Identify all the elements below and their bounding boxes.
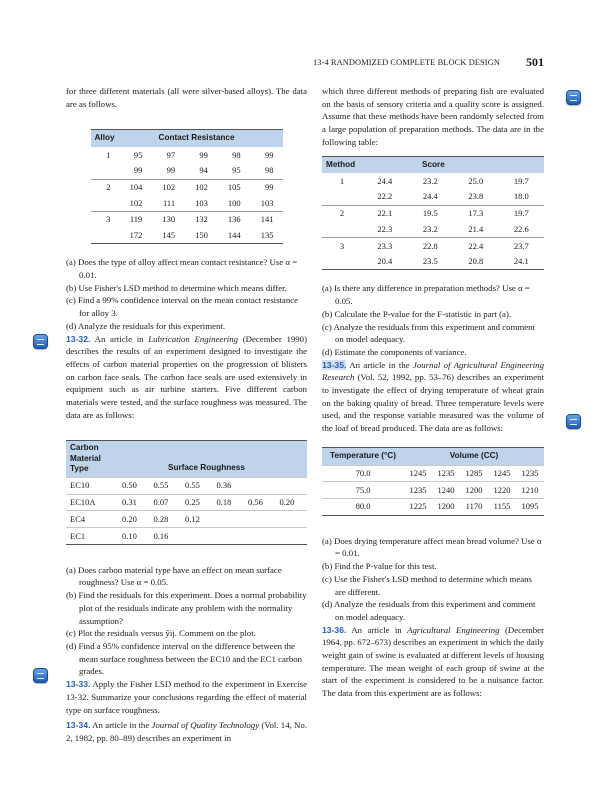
running-header (306, 56, 544, 72)
table-cell (244, 477, 276, 494)
table-cell: 130 (151, 211, 184, 227)
table-cell: 22.4 (453, 238, 499, 254)
table-cell: 1170 (460, 498, 488, 515)
table-cell: 1235 (404, 482, 432, 499)
method-table (322, 156, 544, 271)
table-row (322, 482, 544, 499)
exercise-intro: for three different materials (all were silver-based alloys). The data are as follows. (66, 86, 307, 109)
group-label (322, 189, 362, 205)
table-cell: 145 (162, 230, 176, 241)
table-cell: 23.5 (422, 256, 438, 267)
table-cell: 144 (227, 230, 241, 241)
table-cell: 1200 (432, 498, 460, 515)
exercise-number: 13-35. (322, 359, 347, 370)
question-c: (c) Find a 99% confidence interval on the mean contact resistance for alloy 3. (66, 295, 299, 319)
table-row (322, 498, 544, 515)
journal-name: Lubrication Engineering (148, 333, 238, 344)
table-cell: 102 (151, 179, 184, 195)
table-cell: 98 (265, 165, 274, 176)
exercise-13-35: 13-35. An article in the Journal of Agricultural Engineering Research (Vol. 52, 1992, pp. 53–76) describes an experiment to investigate the effect of drying temperature of wheat grain on the baking quality of bread. Three temperature levels were used, and the response variable measured was the volume of the loaf of bread produced. The data are as follows: (322, 359, 544, 434)
table-cell: 22.6 (513, 223, 529, 234)
table-cell: 0.50 (118, 477, 150, 494)
table-cell: 22.8 (408, 238, 454, 254)
table-cell (181, 528, 213, 545)
temperature-value: 80.0 (322, 498, 404, 515)
group-label: 2 (322, 205, 362, 221)
table-row (66, 528, 307, 545)
table-cell: 20.8 (468, 256, 484, 267)
table-cell: 103 (195, 197, 208, 208)
alloy-header: Alloy (91, 130, 119, 147)
table-cell: 135 (260, 230, 274, 241)
table-cell: 0.07 (150, 494, 182, 511)
table-cell: 103 (260, 197, 274, 208)
group-label: 2 (91, 179, 119, 195)
exercise-number: 13-34. (66, 720, 91, 731)
table-row (66, 477, 307, 494)
table-row (66, 494, 307, 511)
table-cell: 0.20 (118, 511, 150, 528)
table-row (91, 211, 283, 227)
table-cell: 1245 (488, 465, 516, 482)
exercise-continuation: which three different methods of preparing fish are evaluated on the basis of sensory criteria and a quality score is assigned. Assume that these methods have been randomly selected from a large population of preparation methods. The data are in the following table: (322, 86, 544, 147)
table-cell: 1225 (404, 498, 432, 515)
table-cell: 119 (119, 211, 152, 227)
table-cell: 1245 (404, 465, 432, 482)
question-b: (b) Calculate the P-value for the F-statistic in part (a). (322, 308, 512, 319)
carbon-type: EC1 (66, 528, 118, 545)
table-cell: 0.28 (150, 511, 182, 528)
table-cell: 23.2 (422, 223, 438, 234)
table-cell: 24.4 (422, 191, 438, 202)
table-cell: 1235 (516, 465, 544, 482)
table-row (322, 238, 544, 254)
web-resource-icon[interactable] (566, 90, 581, 105)
table-cell: 22.3 (377, 223, 393, 234)
table-cell: 25.0 (468, 175, 484, 186)
table-cell: 24.4 (377, 175, 393, 186)
exercise-number: 13-32. (66, 333, 91, 344)
table-cell: 94 (199, 165, 208, 176)
table-row (91, 195, 283, 211)
table-cell: 1240 (432, 482, 460, 499)
table-cell (213, 528, 245, 545)
table-cell: 141 (250, 211, 283, 227)
table-cell: 111 (162, 197, 176, 208)
table-cell: 23.3 (362, 238, 408, 254)
method-header: Method (322, 156, 362, 173)
table-row (91, 147, 283, 163)
table-cell: 0.31 (118, 494, 150, 511)
table-cell: 23.8 (468, 191, 484, 202)
alloy-table (91, 129, 283, 244)
table-cell (244, 511, 276, 528)
table-cell: 99 (166, 165, 176, 176)
table-row (322, 221, 544, 237)
table-cell: 22.1 (362, 205, 408, 221)
journal-name: Journal of Quality Technology (151, 720, 260, 731)
temperature-value: 70.0 (322, 465, 404, 482)
table-row (322, 254, 544, 270)
table-cell: 105 (217, 179, 250, 195)
table-cell: 0.20 (276, 494, 308, 511)
group-label: 1 (106, 149, 111, 160)
carbon-type-header: Carbon Material Type (66, 441, 118, 478)
group-label: 1 (339, 175, 345, 186)
table-cell: 0.12 (181, 511, 213, 528)
table-cell: 99 (265, 149, 274, 160)
question-c: (c) Analyze the residuals from this experiment and comment on model adequacy. (322, 321, 536, 345)
table-cell: 1155 (488, 498, 516, 515)
table-row (91, 163, 283, 179)
table-cell: 150 (195, 230, 208, 241)
table-cell: 102 (129, 197, 143, 208)
journal-name: Journal of Agricultural Engineering Research (322, 359, 544, 383)
table-cell: 1285 (460, 465, 488, 482)
table-cell (276, 511, 308, 528)
table-cell: 1210 (516, 482, 544, 499)
table-cell: 23.7 (499, 238, 545, 254)
table-row (91, 228, 283, 244)
table-cell: 0.55 (150, 477, 182, 494)
table-cell: 19.5 (408, 205, 454, 221)
exercise-13-32: 13-32. An article in Lubrication Engineering (December 1990) describes the results of an experiment designed to investigate the effects of carbon material properties on the progression of blisters on carbon face seals. The carbon face seals are used extensively in equipment such as air turbine starters. Five different carbon materials were tested, and the surface roughness was measured. The data are as follows: (66, 333, 307, 420)
group-label (91, 228, 119, 244)
table-cell: 102 (184, 179, 217, 195)
question-d: (d) Estimate the components of variance. (322, 346, 467, 357)
question-a: (a) Is there any difference in preparation methods? Use α = 0.05. (322, 283, 530, 307)
surface-roughness-header: Surface Roughness (118, 441, 307, 478)
exercise-13-36: 13-36. An article in Agricultural Engineering (December 1964, pp. 672–673) describes an experiment in which the daily weight gain of swine is evaluated at different levels of housing temperature. The mean weight of each group of swine at the start of the experiment is considered to be a nuisance factor. The data from this experiment are as follows: (322, 624, 545, 699)
table-cell: 24.1 (513, 256, 529, 267)
table-cell: 0.55 (181, 477, 213, 494)
table-cell (244, 528, 276, 545)
table-cell (276, 528, 308, 545)
carbon-type: EC10A (66, 494, 118, 511)
question-d: (d) Analyze the residuals for this experiment. (66, 320, 226, 331)
score-header: Score (362, 156, 544, 173)
table-cell (276, 477, 308, 494)
table-cell: 0.36 (213, 477, 245, 494)
contact-resistance-header: Contact Resistance (119, 130, 283, 147)
left-column (66, 85, 307, 745)
table-cell: 0.16 (150, 528, 182, 545)
table-cell: 95 (232, 165, 241, 176)
table-row (322, 205, 544, 221)
table-cell: 99 (133, 165, 143, 176)
question-c: (c) Use the Fisher's LSD method to determine which means are different. (322, 573, 532, 597)
table-cell: 1095 (516, 498, 544, 515)
journal-name: Agricultural Engineering (407, 624, 500, 635)
question-b: (b) Use Fisher's LSD method to determine which means differ. (66, 282, 287, 293)
table-cell: 1235 (432, 465, 460, 482)
group-label: 3 (91, 211, 119, 227)
table-cell: 172 (129, 230, 143, 241)
table-cell: 104 (119, 179, 152, 195)
table-cell (213, 511, 245, 528)
table-cell: 19.7 (499, 205, 545, 221)
question-d: (d) Find a 95% confidence interval on the difference between the mean surface roughness between the EC10 and the EC1 carbon grades. (66, 641, 303, 677)
table-cell: 132 (184, 211, 217, 227)
exercise-number: 13-36. (322, 624, 347, 635)
question-a: (a) Does the type of alloy affect mean contact resistance? Use α = 0.01. (66, 257, 298, 281)
table-cell: 136 (217, 211, 250, 227)
table-cell: 100 (227, 197, 241, 208)
right-column (322, 85, 544, 700)
group-label: 3 (322, 238, 362, 254)
web-resource-icon[interactable] (33, 668, 48, 683)
table-row (91, 179, 283, 195)
question-a: (a) Does drying temperature affect mean bread volume? Use α = 0.01. (322, 535, 542, 559)
table-cell: 98 (232, 149, 241, 160)
running-title: 13-4 RANDOMIZED COMPLETE BLOCK DESIGN (312, 58, 500, 67)
table-cell: 0.18 (213, 494, 245, 511)
exercise-number: 13-33. (66, 679, 91, 690)
table-row (322, 465, 544, 482)
table-cell: 0.10 (118, 528, 150, 545)
question-b: (b) Find the residuals for this experiment. Does a normal probability plot of the residuals indicate any problem with the normality assumption? (66, 590, 307, 626)
temperature-header: Temperature (°C) (322, 447, 404, 465)
table-cell: 99 (199, 149, 208, 160)
carbon-type: EC10 (66, 477, 118, 494)
table-cell: 1220 (488, 482, 516, 499)
group-label (322, 221, 362, 237)
table-cell: 22.2 (377, 191, 393, 202)
volume-header: Volume (CC) (404, 447, 544, 465)
carbon-table (66, 440, 307, 544)
web-resource-icon[interactable] (33, 334, 48, 349)
group-label (91, 163, 119, 179)
table-cell: 23.2 (422, 175, 438, 186)
exercise-13-34: 13-34. An article in the Journal of Quality Technology (Vol. 14, No. 2, 1982, pp. 80–89) describes an experiment in (66, 720, 307, 743)
page-number: 501 (526, 55, 544, 69)
table-cell: 21.4 (468, 223, 484, 234)
group-label (322, 254, 362, 270)
question-a: (a) Does carbon material type have an effect on mean surface roughness? Use α = 0.05. (66, 564, 282, 588)
web-resource-icon[interactable] (566, 414, 581, 429)
table-cell: 97 (166, 149, 176, 160)
temperature-table (322, 447, 544, 516)
table-cell: 0.25 (181, 494, 213, 511)
question-c: (c) Plot the residuals versus ŷij. Comment on the plot. (66, 628, 256, 639)
table-cell: 0.56 (244, 494, 276, 511)
carbon-type: EC4 (66, 511, 118, 528)
table-row (322, 173, 544, 189)
table-cell: 95 (133, 149, 143, 160)
group-label (91, 195, 119, 211)
exercise-13-33: 13-33. Apply the Fisher LSD method to the experiment in Exercise 13-32. Summarize your conclusions regarding the effect of material type on surface roughness. (66, 679, 308, 715)
table-cell: 20.4 (377, 256, 393, 267)
table-cell: 1200 (460, 482, 488, 499)
question-b: (b) Find the P-value for this test. (322, 561, 437, 572)
table-cell: 17.3 (453, 205, 499, 221)
table-row (322, 189, 544, 205)
table-row (66, 511, 307, 528)
table-cell: 99 (250, 179, 283, 195)
question-d: (d) Analyze the residuals from this experiment and comment on model adequacy. (322, 599, 536, 622)
table-cell: 19.7 (513, 175, 529, 186)
temperature-value: 75.0 (322, 482, 404, 499)
table-cell: 18.0 (513, 191, 529, 202)
